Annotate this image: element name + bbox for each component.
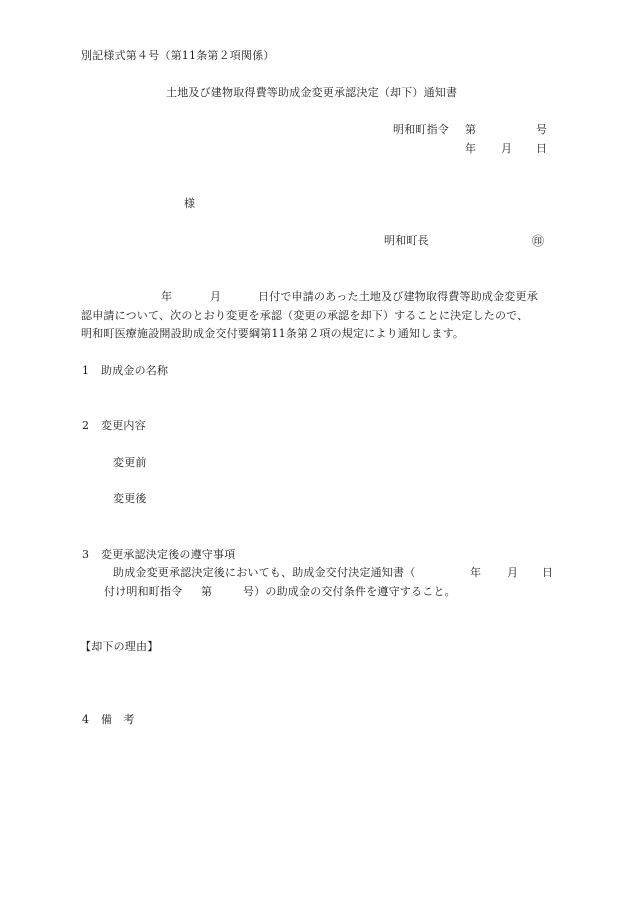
item2-label: 変更内容 xyxy=(101,419,146,432)
seal-mark: ㊞ xyxy=(532,234,545,248)
document-title: 土地及び建物取得費等助成金変更承認決定（却下）通知書 xyxy=(166,86,458,99)
date-year: 年 xyxy=(465,142,477,155)
item3-number: 3 xyxy=(82,548,90,561)
item3-line2-prefix: 付け明和町指令 xyxy=(104,585,183,598)
item3-line1: 助成金変更承認決定後においても、助成金交付決定通知書（ xyxy=(113,566,416,579)
ref-dai: 第 xyxy=(465,123,477,136)
body-line2: 認申請について、次のとおり変更を承認（変更の承認を却下）することに決定したので、 xyxy=(81,309,529,322)
item4-label: 備 考 xyxy=(101,713,135,726)
body-line1-rest: 日付で申請のあった土地及び建物取得費等助成金変更承 xyxy=(258,290,538,303)
item3-label: 変更承認決定後の遵守事項 xyxy=(101,548,236,561)
issuer-name: 明和町長 xyxy=(384,234,429,247)
item3-line2-rest: 号）の助成金の交付条件を遵守すること。 xyxy=(243,585,456,598)
item3-month: 月 xyxy=(507,566,519,579)
item2-before: 変更前 xyxy=(113,456,147,469)
item2-number: 2 xyxy=(82,419,90,432)
item1-label: 助成金の名称 xyxy=(101,364,169,377)
item3-dai: 第 xyxy=(201,585,213,598)
item3-day: 日 xyxy=(542,566,554,579)
date-day: 日 xyxy=(536,142,548,155)
item2-after: 変更後 xyxy=(113,492,147,505)
ref-office-prefix: 明和町指令 xyxy=(393,123,449,136)
form-label: 別記様式第４号（第11条第２項関係） xyxy=(81,49,275,62)
item4-number: 4 xyxy=(82,713,90,726)
date-month: 月 xyxy=(501,142,513,155)
addressee-honorific: 様 xyxy=(184,197,196,210)
ref-go: 号 xyxy=(536,123,548,136)
item3-year: 年 xyxy=(470,566,482,579)
body-month: 月 xyxy=(210,290,222,303)
body-line3: 明和町医療施設開設助成金交付要綱第11条第２項の規定により通知します。 xyxy=(81,327,465,340)
body-year: 年 xyxy=(161,290,173,303)
item1-number: 1 xyxy=(82,364,90,377)
rejection-reason-heading: 【却下の理由】 xyxy=(80,640,159,653)
